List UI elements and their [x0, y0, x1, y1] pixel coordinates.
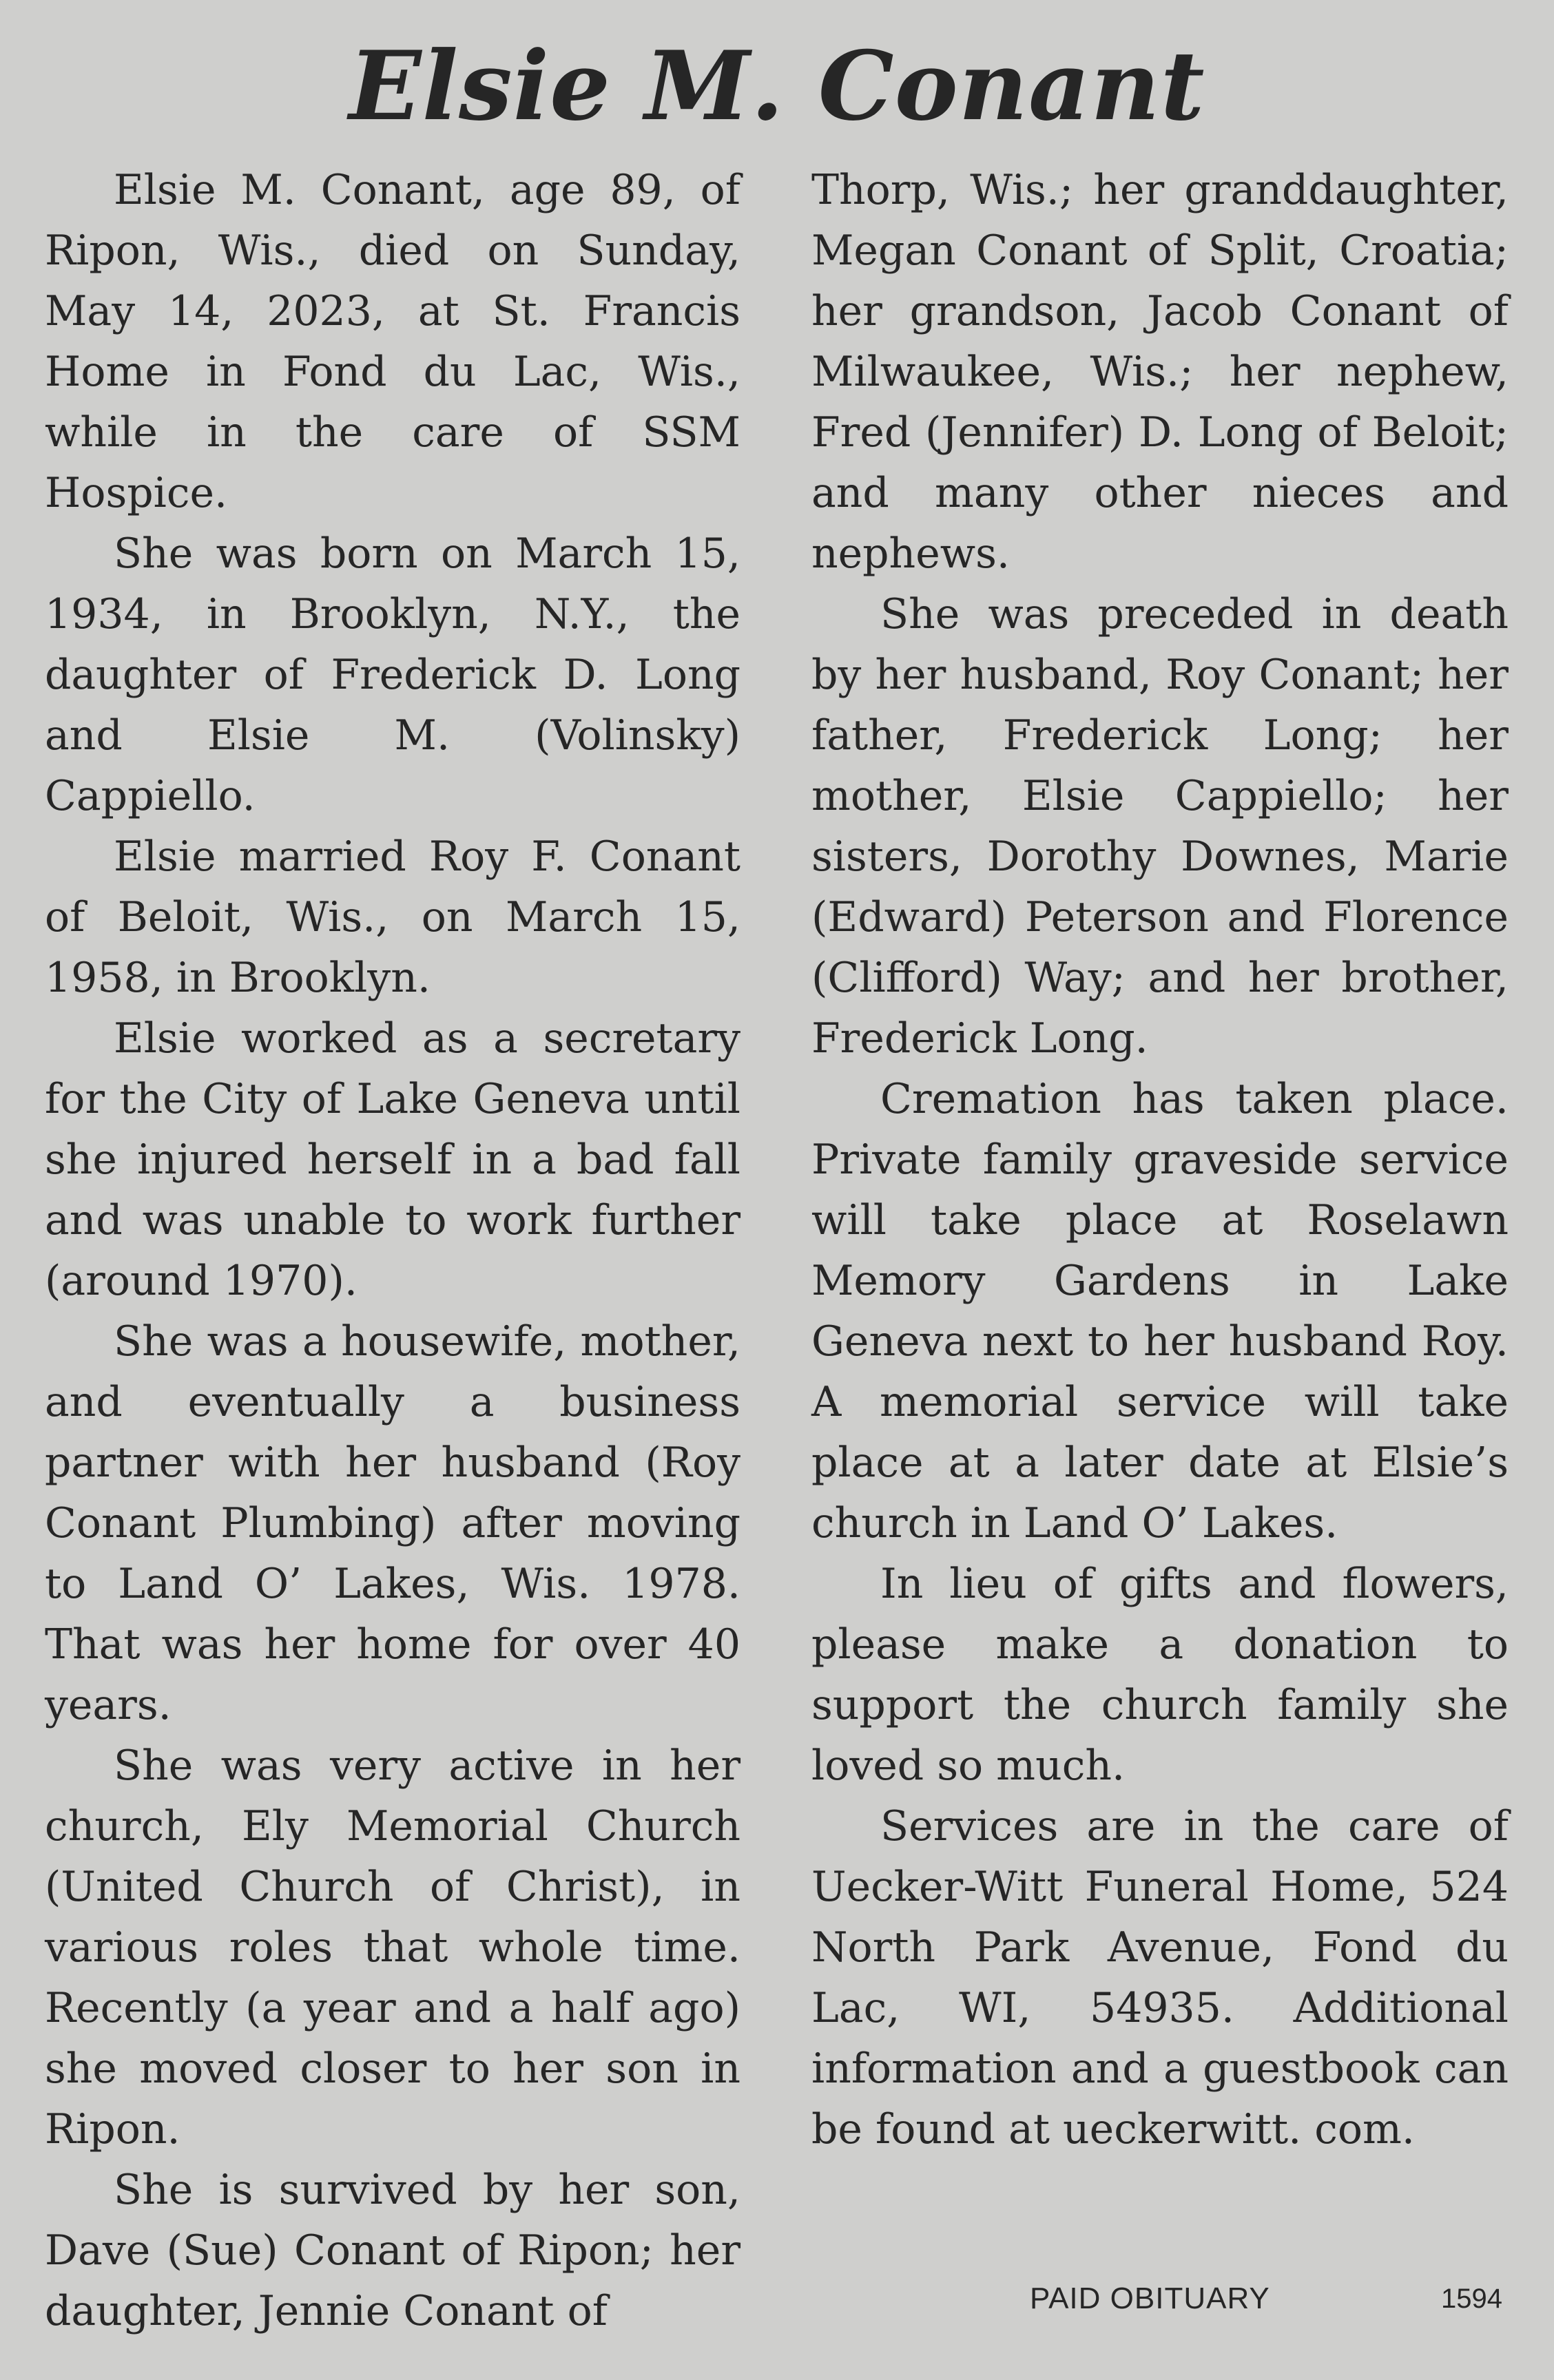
paragraph-death-notice: Elsie M. Conant, age 89, of Ripon, Wis., died on Sunday, May 14, 2023, at St. Francis Home in Fond du Lac, Wis., while in the care of SSM Hospice. [45, 166, 740, 517]
paragraph-survivors-continued: Thorp, Wis.; her granddaughter, Megan Conant of Split, Croatia; her grandson, Jacob Conant of Milwaukee, Wis.; her nephew, Fred (Jennifer) D. Long of Beloit; and many other nieces and nephews. [811, 166, 1509, 578]
paragraph-services: Services are in the care of Uecker-Witt Funeral Home, 524 North Park Avenue, Fond du Lac, WI, 54935. Additional information and a guestbook can be found at ueckerwitt. com. [811, 1802, 1509, 2153]
paragraph-donations: In lieu of gifts and flowers, please make a donation to support the church family she loved so much. [811, 1560, 1509, 1790]
left-column [45, 160, 740, 2341]
obituary-title: Elsie M. Conant [349, 30, 1205, 142]
paragraph-preceded: She was preceded in death by her husband, Roy Conant; her father, Frederick Long; her mother, Elsie Cappiello; her sisters, Dorothy Downes, Marie (Edward) Peterson and Florence (Clifford) Way; and her brother, Frederick Long. [811, 590, 1509, 1063]
paragraph-survivors-start: She is survived by her son, Dave (Sue) Conant of Ripon; her daughter, Jennie Conant of [45, 2166, 740, 2335]
paragraph-birth: She was born on March 15, 1934, in Brooklyn, N.Y., the daughter of Frederick D. Long and Elsie M. (Volinsky) Cappiello. [45, 530, 740, 820]
paragraph-church: She was very active in her church, Ely Memorial Church (United Church of Christ), in various roles that whole time. Recently (a year and a half ago) she moved closer to her son in Ripon. [45, 1742, 740, 2153]
right-column [811, 160, 1509, 2160]
ad-code: 1594 [1441, 2284, 1502, 2314]
paragraph-housewife: She was a housewife, mother, and eventually a business partner with her husband (Roy Conant Plumbing) after moving to Land O’ Lakes, Wis. 1978. That was her home for over 40 years. [45, 1317, 740, 1729]
paragraph-marriage: Elsie married Roy F. Conant of Beloit, Wis., on March 15, 1958, in Brooklyn. [45, 833, 740, 1002]
paragraph-career: Elsie worked as a secretary for the City of Lake Geneva until she injured herself in a bad fall and was unable to work further (around 1970). [45, 1014, 740, 1305]
paragraph-cremation: Cremation has taken place. Private family graveside service will take place at Roselawn Memory Gardens in Lake Geneva next to her husband Roy. A memorial service will take place at a later date at Elsie’s church in Land O’ Lakes. [811, 1075, 1509, 1547]
paid-obituary-label: PAID OBITUARY [1030, 2282, 1270, 2315]
